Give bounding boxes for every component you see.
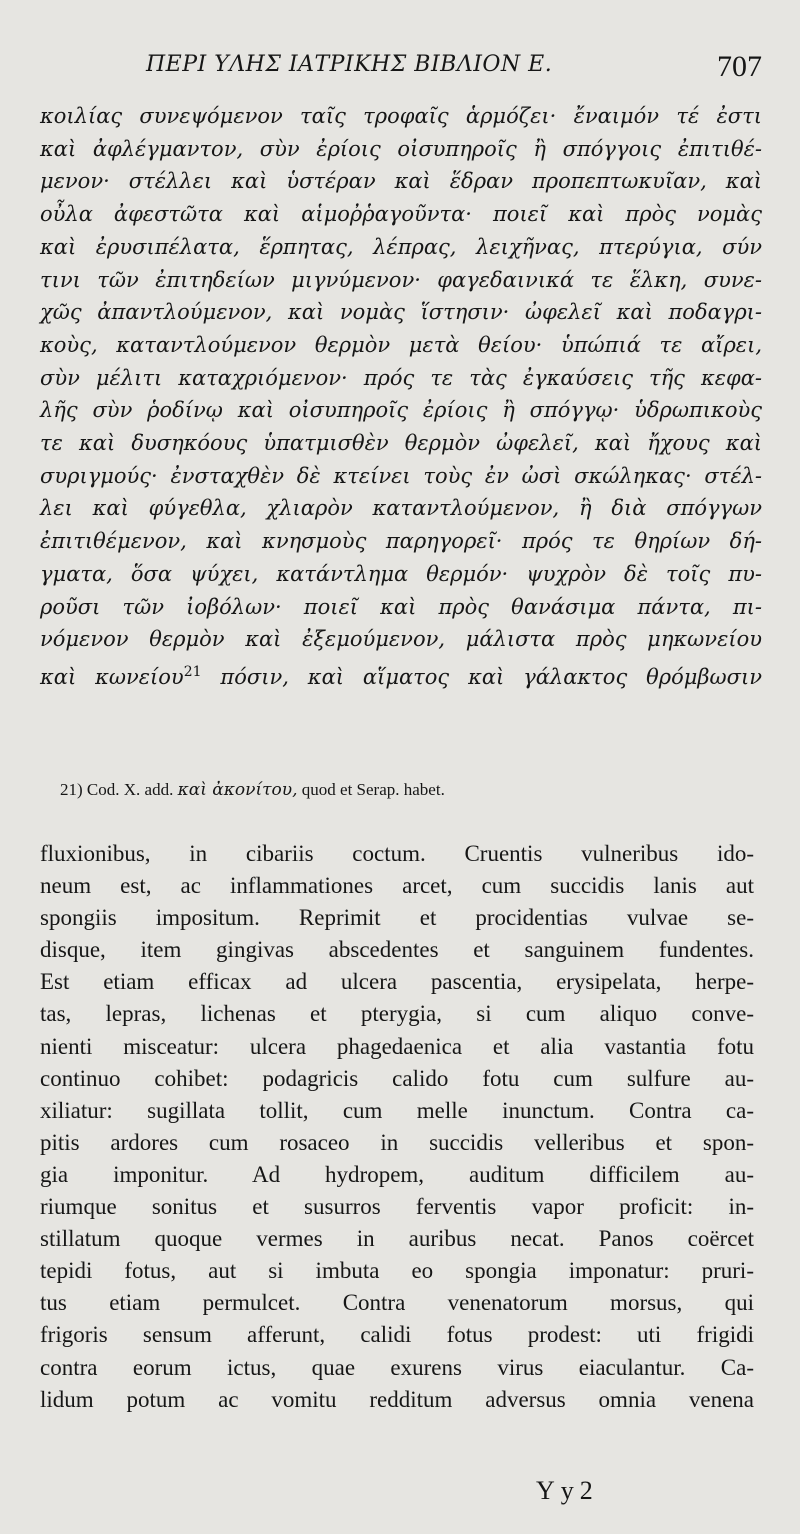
latin-line: tepidi fotus, aut si imbuta eo spongia imponatur: pruri- [40, 1258, 754, 1284]
latin-line: fluxionibus, in cibariis coctum. Cruentis vulneribus ido- [40, 841, 754, 866]
latin-text-block [40, 838, 754, 1416]
greek-line: νόμενον θερμὸν καὶ ἐξεμούμενον, μάλιστα πρὸς μηκωνείου [40, 627, 762, 652]
latin-line: neum est, ac inflammationes arcet, cum succidis lanis aut [40, 873, 754, 899]
latin-line: tas, lepras, lichenas et pterygia, si cum aliquo conve- [40, 1001, 754, 1027]
greek-line-end: πόσιν, καὶ αἵματος καὶ γάλακτος θρόμβωσιν [201, 664, 763, 689]
signature-mark: Yy2 [536, 1476, 599, 1505]
greek-line: λῆς σὺν ῥοδίνῳ καὶ οἰσυπηροῖς ἐρίοις ἢ σπόγγῳ· ὑδρωπικοὺς [40, 398, 762, 423]
greek-line: χῶς ἀπαντλούμενον, καὶ νομὰς ἵστησιν· ὠφελεῖ καὶ ποδαγρι- [40, 300, 762, 325]
greek-line: συριγμούς· ἐνσταχθὲν δὲ κτείνει τοὺς ἐν ὠσὶ σκώληκας· στέλ- [40, 463, 762, 488]
greek-line: μενον· στέλλει καὶ ὑστέραν καὶ ἕδραν προπεπτωκυῖαν, καὶ [40, 169, 762, 194]
latin-line: riumque sonitus et susurros ferventis vapor proficit: in- [40, 1194, 754, 1220]
footnote-rest: quod et Serap. habet. [301, 780, 445, 799]
footnote-greek: καὶ ἀκονίτου, [177, 780, 298, 800]
greek-line: γματα, ὅσα ψύχει, κατάντλημα θερμόν· ψυχρὸν δὲ τοῖς πυ- [40, 561, 762, 586]
greek-line: λει καὶ φύγεθλα, χλιαρὸν καταντλούμενον, ἢ διὰ σπόγγων [40, 496, 762, 521]
latin-line: spongiis impositum. Reprimit et procidentias vulvae se- [40, 905, 754, 931]
greek-line: οὖλα ἀφεστῶτα καὶ αἱμοῤῥαγοῦντα· ποιεῖ καὶ πρὸς νομὰς [40, 202, 762, 227]
greek-line: τε καὶ δυσηκόους ὑπατμισθὲν θερμὸν ὠφελεῖ, καὶ ἤχους καὶ [40, 431, 762, 456]
greek-line: τινι τῶν ἐπιτηδείων μιγνύμενον· φαγεδαινικά τε ἕλκη, συνε- [40, 267, 762, 292]
footnote [60, 780, 445, 800]
latin-line: lidum potum ac vomitu redditum adversus omnia venena [40, 1386, 754, 1412]
latin-line: pitis ardores cum rosaceo in succidis velleribus et spon- [40, 1129, 754, 1155]
page-header [40, 46, 762, 90]
latin-line: stillatum quoque vermes in auribus necat. Panos coërcet [40, 1226, 754, 1252]
greek-line: καὶ ἐρυσιπέλατα, ἕρπητας, λέπρας, λειχῆνας, πτερύγια, σύν [40, 234, 762, 259]
latin-line: nienti misceatur: ulcera phagedaenica et alia vastantia fotu [40, 1033, 754, 1059]
latin-line: tus etiam permulcet. Contra venenatorum morsus, qui [40, 1290, 754, 1316]
greek-line: κοιλίας συνεψόμενον ταῖς τροφαῖς ἁρμόζει· ἔναιμόν τέ ἐστι [40, 104, 762, 128]
greek-text-block [40, 100, 762, 694]
greek-line: κοὺς, καταντλούμενον θερμὸν μετὰ θείου· ὑπώπιά τε αἴρει, [40, 332, 762, 357]
footnote-reference: 21 [183, 663, 202, 680]
latin-line: contra eorum ictus, quae exurens virus eiaculantur. Ca- [40, 1354, 754, 1380]
greek-line: σὺν μέλιτι καταχριόμενον· πρός τε τὰς ἐγκαύσεις τῆς κεφα- [40, 365, 762, 390]
greek-line-start: καὶ κωνείου [40, 664, 184, 689]
page-number: 707 [717, 50, 762, 83]
running-title: ΠΕΡΙ ΥΛΗΣ ΙΑΤΡΙΚΗΣ ΒΙΒΛΙΟΝ Ε. [146, 52, 553, 77]
latin-line: disque, item gingivas abscedentes et sanguinem fundentes. [40, 937, 754, 963]
latin-line: Est etiam efficax ad ulcera pascentia, erysipelata, herpe- [40, 969, 754, 995]
latin-line: gia imponitur. Ad hydropem, auditum difficilem au- [40, 1161, 754, 1187]
latin-line: frigoris sensum afferunt, calidi fotus prodest: uti frigidi [40, 1322, 754, 1348]
greek-last-line [40, 656, 762, 694]
latin-line: xiliatur: sugillata tollit, cum melle inunctum. Contra ca- [40, 1097, 754, 1123]
latin-line: continuo cohibet: podagricis calido fotu cum sulfure au- [40, 1065, 754, 1091]
greek-line: καὶ ἀφλέγμαντον, σὺν ἐρίοις οἰσυπηροῖς ἢ σπόγγοις ἐπιτιθέ- [40, 136, 762, 161]
footnote-label: 21) Cod. X. add. [60, 780, 174, 799]
greek-line: ροῦσι τῶν ἰοβόλων· ποιεῖ καὶ πρὸς θανάσιμα πάντα, πι- [40, 594, 762, 619]
greek-line: ἐπιτιθέμενον, καὶ κνησμοὺς παρηγορεῖ· πρός τε θηρίων δή- [40, 529, 762, 554]
